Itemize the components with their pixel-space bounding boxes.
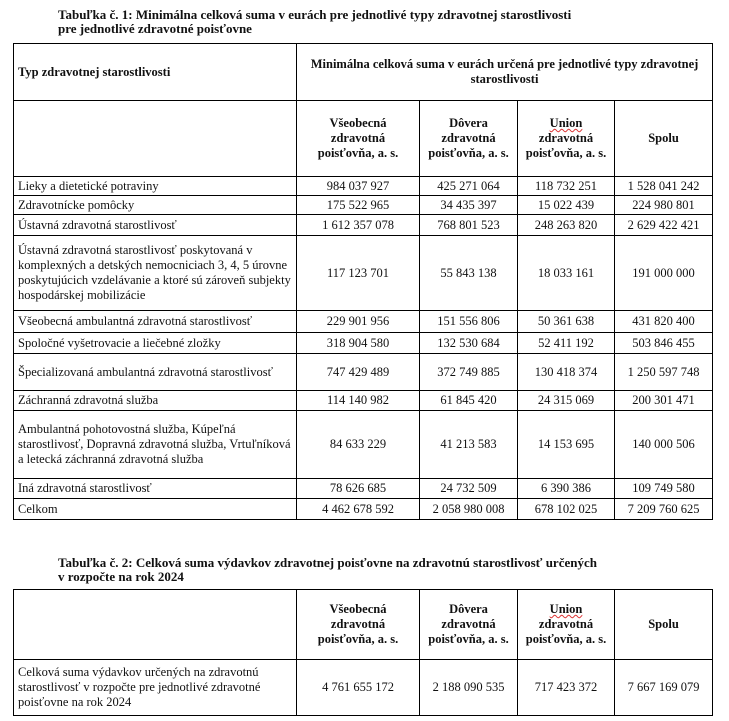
cell-union: 50 361 638 bbox=[518, 311, 615, 333]
table1-caption bbox=[58, 8, 571, 36]
cell-union: 678 102 025 bbox=[518, 499, 615, 520]
cell-vszp: 117 123 701 bbox=[297, 236, 420, 311]
table2-cell-union: 717 423 372 bbox=[518, 660, 615, 716]
cell-vszp: 1 612 357 078 bbox=[297, 215, 420, 236]
table2-caption bbox=[58, 556, 597, 584]
table-row bbox=[14, 311, 713, 333]
table-row bbox=[14, 177, 713, 196]
row-label: Špecializovaná ambulantná zdravotná starostlivosť bbox=[14, 354, 297, 391]
table-row bbox=[14, 236, 713, 311]
table-row bbox=[14, 391, 713, 411]
table1-subheader-empty bbox=[14, 101, 297, 177]
table1-caption-line2: pre jednotlivé zdravotné poisťovne bbox=[58, 21, 252, 36]
cell-union: 52 411 192 bbox=[518, 333, 615, 354]
cell-spolu: 431 820 400 bbox=[615, 311, 713, 333]
table2-row-label: Celková suma výdavkov určených na zdravotnú starostlivosť v rozpočte pre jednotlivé zdravotné poisťovne na rok 2024 bbox=[14, 660, 297, 716]
table2-col-dovera: Dôvera zdravotná poisťovňa, a. s. bbox=[420, 590, 518, 660]
cell-union: 18 033 161 bbox=[518, 236, 615, 311]
cell-dovera: 24 732 509 bbox=[420, 479, 518, 499]
cell-spolu: 140 000 506 bbox=[615, 411, 713, 479]
cell-union: 14 153 695 bbox=[518, 411, 615, 479]
table1-body bbox=[14, 177, 713, 520]
table1-header-type: Typ zdravotnej starostlivosti bbox=[14, 44, 297, 101]
table-row bbox=[14, 499, 713, 520]
row-label: Všeobecná ambulantná zdravotná starostlivosť bbox=[14, 311, 297, 333]
cell-vszp: 114 140 982 bbox=[297, 391, 420, 411]
table2-row bbox=[14, 660, 713, 716]
cell-union: 248 263 820 bbox=[518, 215, 615, 236]
cell-union: 24 315 069 bbox=[518, 391, 615, 411]
cell-union: 118 732 251 bbox=[518, 177, 615, 196]
cell-spolu: 503 846 455 bbox=[615, 333, 713, 354]
row-label: Ústavná zdravotná starostlivosť bbox=[14, 215, 297, 236]
cell-union: 6 390 386 bbox=[518, 479, 615, 499]
table1-col-union bbox=[518, 101, 615, 177]
cell-vszp: 78 626 685 bbox=[297, 479, 420, 499]
cell-spolu: 7 209 760 625 bbox=[615, 499, 713, 520]
table2-col-union bbox=[518, 590, 615, 660]
cell-dovera: 2 058 980 008 bbox=[420, 499, 518, 520]
row-label: Záchranná zdravotná služba bbox=[14, 391, 297, 411]
table-row bbox=[14, 411, 713, 479]
cell-spolu: 200 301 471 bbox=[615, 391, 713, 411]
cell-dovera: 55 843 138 bbox=[420, 236, 518, 311]
table1-col-union-rest: zdravotná poisťovňa, a. s. bbox=[525, 131, 607, 160]
table1-subheader-row bbox=[14, 101, 713, 177]
cell-union: 15 022 439 bbox=[518, 196, 615, 215]
cell-union: 130 418 374 bbox=[518, 354, 615, 391]
table1-col-vszp: Všeobecná zdravotná poisťovňa, a. s. bbox=[297, 101, 420, 177]
cell-dovera: 768 801 523 bbox=[420, 215, 518, 236]
cell-vszp: 747 429 489 bbox=[297, 354, 420, 391]
row-label: Celkom bbox=[14, 499, 297, 520]
table2-caption-line2: v rozpočte na rok 2024 bbox=[58, 569, 184, 584]
table1-col-dovera: Dôvera zdravotná poisťovňa, a. s. bbox=[420, 101, 518, 177]
cell-vszp: 229 901 956 bbox=[297, 311, 420, 333]
cell-vszp: 318 904 580 bbox=[297, 333, 420, 354]
cell-vszp: 84 633 229 bbox=[297, 411, 420, 479]
cell-dovera: 151 556 806 bbox=[420, 311, 518, 333]
cell-spolu: 109 749 580 bbox=[615, 479, 713, 499]
table2-cell-dovera: 2 188 090 535 bbox=[420, 660, 518, 716]
cell-spolu: 224 980 801 bbox=[615, 196, 713, 215]
table2-cell-spolu: 7 667 169 079 bbox=[615, 660, 713, 716]
table2-header-empty bbox=[14, 590, 297, 660]
table1-header-group: Minimálna celková suma v eurách určená pre jednotlivé typy zdravotnej starostlivosti bbox=[297, 44, 713, 101]
cell-spolu: 2 629 422 421 bbox=[615, 215, 713, 236]
row-label: Ústavná zdravotná starostlivosť poskytovaná v komplexných a detských nemocniciach 3, 4, 5 úrovne poskytujúcich vzdelávanie a ktoré sú zároveň subjekty hospodárskej mobilizácie bbox=[14, 236, 297, 311]
cell-vszp: 984 037 927 bbox=[297, 177, 420, 196]
table-row bbox=[14, 215, 713, 236]
row-label: Spoločné vyšetrovacie a liečebné zložky bbox=[14, 333, 297, 354]
cell-dovera: 34 435 397 bbox=[420, 196, 518, 215]
table1-header-row bbox=[14, 44, 713, 101]
table-row bbox=[14, 354, 713, 391]
cell-spolu: 1 250 597 748 bbox=[615, 354, 713, 391]
cell-spolu: 191 000 000 bbox=[615, 236, 713, 311]
cell-dovera: 425 271 064 bbox=[420, 177, 518, 196]
cell-dovera: 41 213 583 bbox=[420, 411, 518, 479]
table-row bbox=[14, 479, 713, 499]
table2-caption-line1: Tabuľka č. 2: Celková suma výdavkov zdravotnej poisťovne na zdravotnú starostlivosť určených bbox=[58, 555, 597, 570]
table2-cell-vszp: 4 761 655 172 bbox=[297, 660, 420, 716]
table-row bbox=[14, 333, 713, 354]
row-label: Lieky a dietetické potraviny bbox=[14, 177, 297, 196]
cell-spolu: 1 528 041 242 bbox=[615, 177, 713, 196]
cell-dovera: 372 749 885 bbox=[420, 354, 518, 391]
table2-col-vszp: Všeobecná zdravotná poisťovňa, a. s. bbox=[297, 590, 420, 660]
cell-dovera: 132 530 684 bbox=[420, 333, 518, 354]
table2-col-union-name: Union bbox=[549, 602, 583, 616]
table-row bbox=[14, 196, 713, 215]
cell-vszp: 175 522 965 bbox=[297, 196, 420, 215]
row-label: Zdravotnícke pomôcky bbox=[14, 196, 297, 215]
table1-col-union-name: Union bbox=[549, 116, 583, 130]
table2-col-spolu: Spolu bbox=[615, 590, 713, 660]
table2-col-union-rest: zdravotná poisťovňa, a. s. bbox=[525, 617, 607, 646]
table1-caption-line1: Tabuľka č. 1: Minimálna celková suma v eurách pre jednotlivé typy zdravotnej starostlivosti bbox=[58, 7, 572, 22]
table2-header-row bbox=[14, 590, 713, 660]
row-label: Ambulantná pohotovostná služba, Kúpeľná starostlivosť, Dopravná zdravotná služba, Vrtuľníková a letecká záchranná zdravotná služba bbox=[14, 411, 297, 479]
cell-vszp: 4 462 678 592 bbox=[297, 499, 420, 520]
cell-dovera: 61 845 420 bbox=[420, 391, 518, 411]
row-label: Iná zdravotná starostlivosť bbox=[14, 479, 297, 499]
table1-col-spolu: Spolu bbox=[615, 101, 713, 177]
table2 bbox=[13, 589, 713, 716]
table1 bbox=[13, 43, 713, 520]
